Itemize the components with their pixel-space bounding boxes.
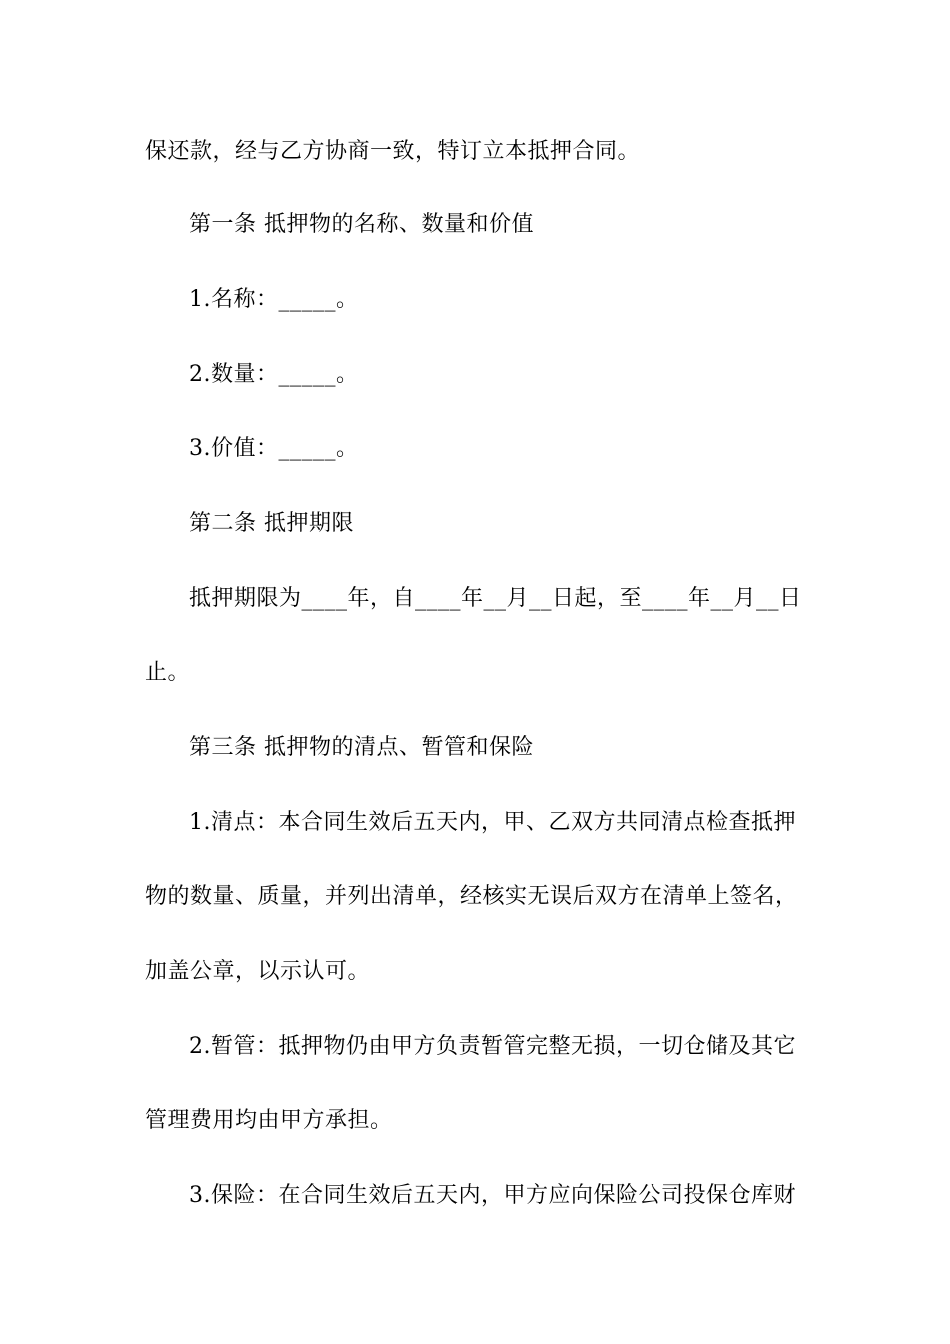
paragraph-line: 止。 (145, 660, 191, 685)
list-item-name: 1.名称：_____。 (189, 287, 359, 312)
section-heading-1: 第一条 抵押物的名称、数量和价值 (189, 212, 534, 237)
paragraph-line: 物的数量、质量，并列出清单，经核实无误后双方在清单上签名， (145, 884, 798, 909)
paragraph-line: 2.暂管：抵押物仍由甲方负责暂管完整无损，一切仓储及其它 (189, 1034, 796, 1059)
section-heading-3: 第三条 抵押物的清点、暂管和保险 (189, 735, 534, 760)
paragraph-line: 3.保险：在合同生效后五天内，甲方应向保险公司投保仓库财 (189, 1183, 796, 1208)
list-item-quantity: 2.数量：_____。 (189, 362, 359, 387)
paragraph-line: 1.清点：本合同生效后五天内，甲、乙双方共同清点检查抵押 (189, 810, 796, 835)
paragraph-line: 加盖公章，以示认可。 (145, 959, 371, 984)
paragraph-line: 管理费用均由甲方承担。 (145, 1108, 393, 1133)
paragraph-line: 抵押期限为____年，自____年__月__日起，至____年__月__日 (189, 586, 802, 611)
paragraph-line: 保还款，经与乙方协商一致，特订立本抵押合同。 (145, 139, 641, 164)
list-item-value: 3.价值：_____。 (189, 436, 359, 461)
section-heading-2: 第二条 抵押期限 (189, 511, 354, 536)
